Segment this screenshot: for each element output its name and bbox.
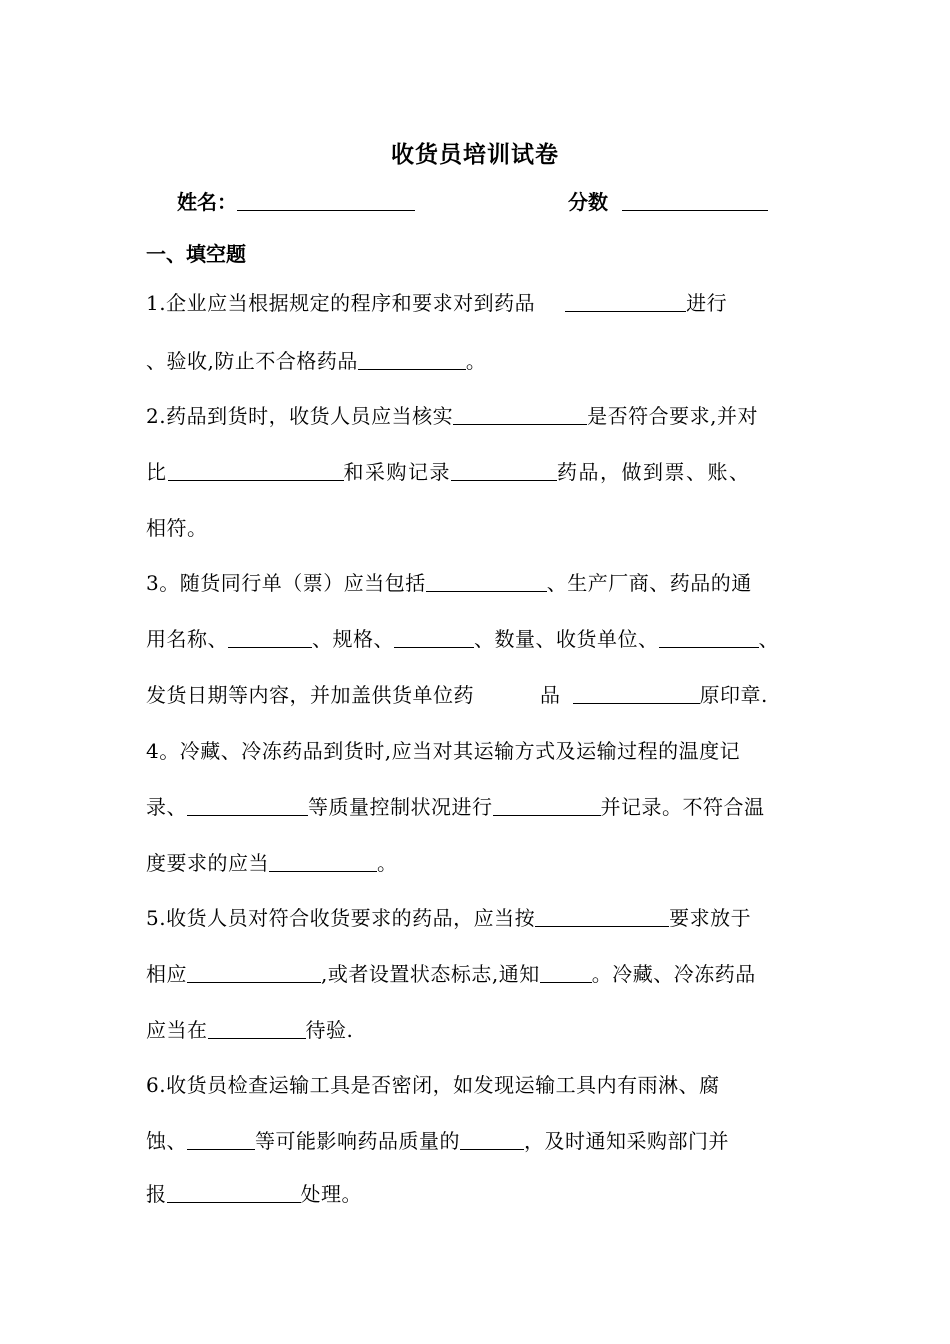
- answer-blank[interactable]: [573, 683, 700, 704]
- score-label: 分数: [568, 190, 608, 214]
- section-heading: 一、填空题: [146, 242, 246, 266]
- name-field: [177, 186, 415, 215]
- question-line: 6.收货员检查运输工具是否密闭，如发现运输工具内有雨淋、腐: [146, 1073, 720, 1097]
- question-line: 5.收货人员对符合收货要求的药品，应当按 要求放于: [146, 906, 752, 930]
- score-field: [568, 186, 768, 215]
- score-blank[interactable]: [622, 190, 768, 211]
- question-line: 用名称、 、规格、 、数量、收货单位、 、: [146, 627, 779, 651]
- answer-blank[interactable]: [453, 404, 587, 425]
- answer-blank[interactable]: [269, 851, 377, 872]
- answer-blank[interactable]: [535, 906, 669, 927]
- answer-blank[interactable]: [187, 1129, 255, 1150]
- question-line: 、验收,防止不合格药品 。: [146, 349, 487, 373]
- question-line: 相应 ,或者设置状态标志,通知 。冷藏、冷冻药品: [146, 962, 756, 986]
- answer-blank[interactable]: [208, 1018, 306, 1039]
- answer-blank[interactable]: [228, 627, 312, 648]
- name-blank[interactable]: [237, 190, 415, 211]
- answer-blank[interactable]: [659, 627, 759, 648]
- question-line: 蚀、 等可能影响药品质量的 ，及时通知采购部门并: [146, 1129, 729, 1153]
- question-line: 3。随货同行单（票）应当包括 、生产厂商、药品的通: [146, 571, 752, 595]
- question-line: 报 处理。: [146, 1182, 362, 1206]
- question-line: 录、 等质量控制状况进行 并记录。不符合温: [146, 795, 765, 819]
- answer-blank[interactable]: [358, 349, 466, 370]
- page-title: 收货员培训试卷: [391, 142, 559, 168]
- name-label: 姓名：: [177, 190, 237, 214]
- question-line: 4。冷藏、冷冻药品到货时,应当对其运输方式及运输过程的温度记: [146, 739, 741, 763]
- question-line: 相符。: [146, 516, 208, 540]
- question-line: 应当在 待验.: [146, 1018, 354, 1042]
- answer-blank[interactable]: [168, 460, 344, 481]
- answer-blank[interactable]: [460, 1129, 524, 1150]
- question-line: 度要求的应当 。: [146, 851, 398, 875]
- question-line: 2.药品到货时，收货人员应当核实 是否符合要求,并对: [146, 404, 758, 428]
- answer-blank[interactable]: [493, 795, 601, 816]
- answer-blank[interactable]: [394, 627, 474, 648]
- answer-blank[interactable]: [187, 795, 308, 816]
- answer-blank[interactable]: [540, 962, 592, 983]
- question-line: 比 和采购记录 药品，做到票、账、: [146, 460, 751, 484]
- answer-blank[interactable]: [187, 962, 321, 983]
- answer-blank[interactable]: [167, 1182, 301, 1203]
- answer-blank[interactable]: [565, 291, 686, 312]
- question-line: 1.企业应当根据规定的程序和要求对到药品 进行: [146, 291, 728, 315]
- answer-blank[interactable]: [451, 460, 557, 481]
- question-line: 发货日期等内容，并加盖供货单位药 品 原印章.: [146, 683, 768, 707]
- answer-blank[interactable]: [426, 571, 547, 592]
